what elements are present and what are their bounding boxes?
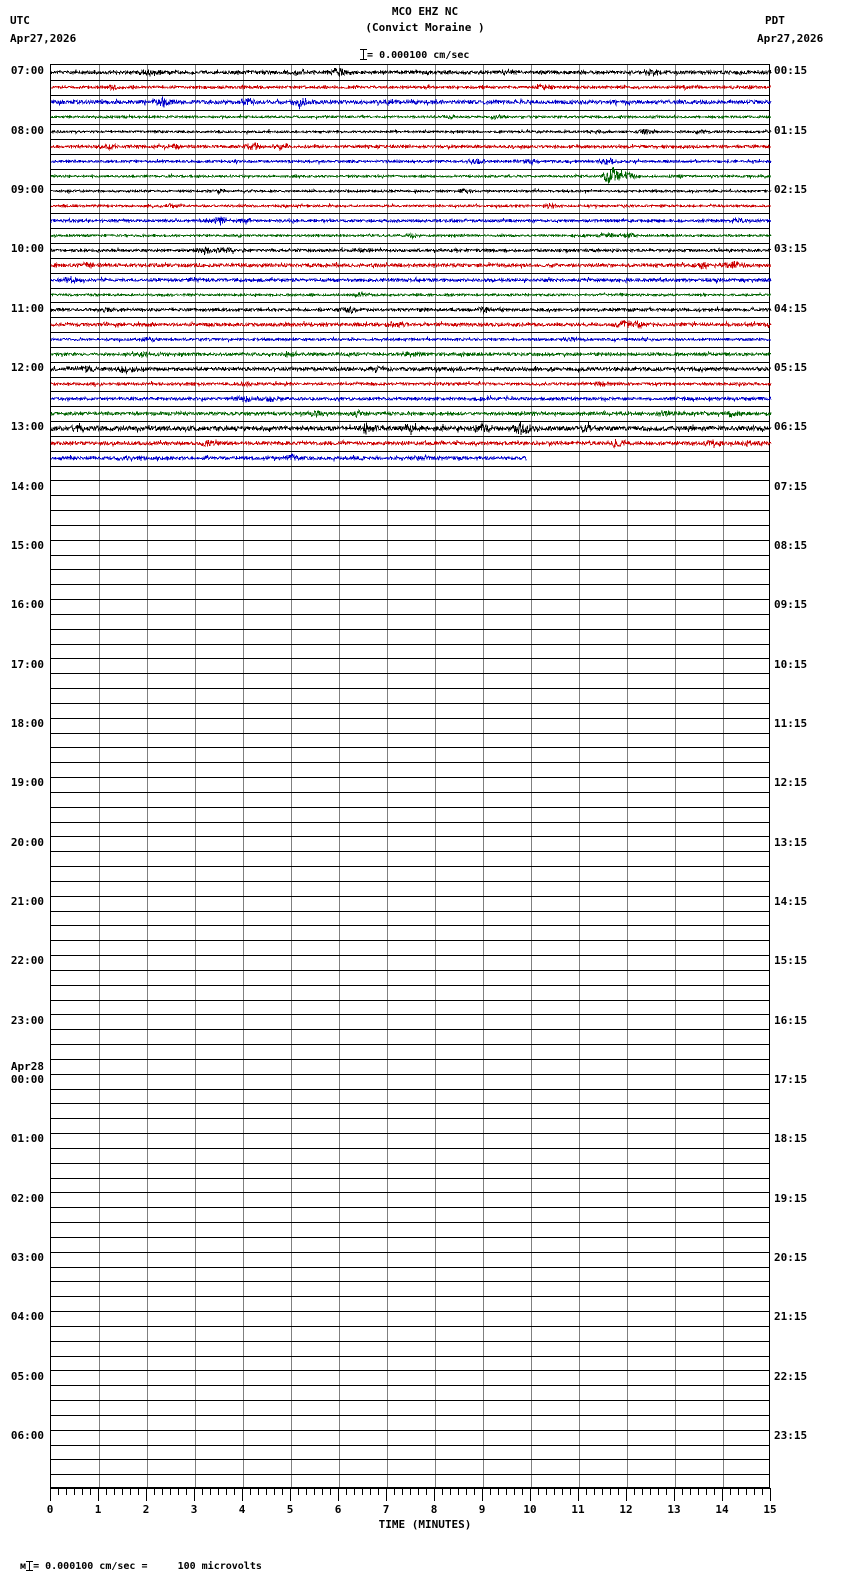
pdt-hour-label-0315: 03:15 <box>774 242 808 256</box>
x-minor-tick <box>218 1488 219 1495</box>
x-major-tick-9 <box>482 1488 483 1501</box>
x-tick-label-11: 11 <box>571 1503 585 1516</box>
utc-hour-label-1300: 13:00 <box>10 420 44 434</box>
x-major-tick-3 <box>194 1488 195 1501</box>
pdt-hour-label-0815: 08:15 <box>774 539 808 553</box>
x-minor-tick <box>746 1488 747 1495</box>
pdt-hour-label-0715: 07:15 <box>774 479 808 493</box>
utc-hour-label-1900: 19:00 <box>10 776 44 790</box>
x-tick-label-1: 1 <box>94 1503 102 1516</box>
x-minor-tick <box>314 1488 315 1495</box>
utc-hour-label-2000: 20:00 <box>10 835 44 849</box>
x-minor-tick <box>74 1488 75 1495</box>
pdt-hour-label-2315: 23:15 <box>774 1429 808 1443</box>
x-minor-tick <box>402 1488 403 1495</box>
x-minor-tick <box>114 1488 115 1495</box>
x-minor-tick <box>138 1488 139 1495</box>
utc-hour-label-1500: 15:00 <box>10 539 44 553</box>
x-minor-tick <box>202 1488 203 1495</box>
x-minor-tick <box>362 1488 363 1495</box>
utc-timezone-label: UTC <box>10 14 30 27</box>
x-major-tick-7 <box>386 1488 387 1501</box>
utc-hour-label-1100: 11:00 <box>10 301 44 315</box>
pdt-hour-label-2015: 20:15 <box>774 1251 808 1265</box>
x-major-tick-15 <box>770 1488 771 1501</box>
x-minor-tick <box>162 1488 163 1495</box>
x-minor-tick <box>106 1488 107 1495</box>
utc-hour-label-0200: 02:00 <box>10 1191 44 1205</box>
trace-row-1330 <box>51 65 771 1489</box>
x-tick-label-15: 15 <box>763 1503 777 1516</box>
x-minor-tick <box>514 1488 515 1495</box>
x-tick-label-4: 4 <box>238 1503 246 1516</box>
x-major-tick-13 <box>674 1488 675 1501</box>
x-minor-tick <box>354 1488 355 1495</box>
x-minor-tick <box>554 1488 555 1495</box>
x-minor-tick <box>738 1488 739 1495</box>
x-tick-label-0: 0 <box>46 1503 54 1516</box>
x-minor-tick <box>170 1488 171 1495</box>
x-minor-tick <box>474 1488 475 1495</box>
x-minor-tick <box>370 1488 371 1495</box>
x-major-tick-14 <box>722 1488 723 1501</box>
x-minor-tick <box>418 1488 419 1495</box>
x-minor-tick <box>442 1488 443 1495</box>
pdt-hour-label-1715: 17:15 <box>774 1073 808 1087</box>
x-minor-tick <box>426 1488 427 1495</box>
x-minor-tick <box>658 1488 659 1495</box>
x-minor-tick <box>186 1488 187 1495</box>
vertical-scale-bar-icon <box>360 49 367 60</box>
x-minor-tick <box>498 1488 499 1495</box>
x-minor-tick <box>586 1488 587 1495</box>
pdt-hour-label-1415: 14:15 <box>774 895 808 909</box>
pdt-hour-label-1615: 16:15 <box>774 1013 808 1027</box>
x-minor-tick <box>650 1488 651 1495</box>
utc-hour-label-0800: 08:00 <box>10 123 44 137</box>
x-minor-tick <box>690 1488 691 1495</box>
x-minor-tick <box>594 1488 595 1495</box>
x-minor-tick <box>378 1488 379 1495</box>
utc-hour-label-0600: 06:00 <box>10 1429 44 1443</box>
x-minor-tick <box>610 1488 611 1495</box>
x-tick-label-5: 5 <box>286 1503 294 1516</box>
x-major-tick-10 <box>530 1488 531 1501</box>
x-minor-tick <box>546 1488 547 1495</box>
x-minor-tick <box>130 1488 131 1495</box>
pdt-hour-label-0415: 04:15 <box>774 301 808 315</box>
x-minor-tick <box>602 1488 603 1495</box>
x-minor-tick <box>634 1488 635 1495</box>
utc-hour-label-0700: 07:00 <box>10 64 44 78</box>
x-minor-tick <box>522 1488 523 1495</box>
station-name: (Convict Moraine ) <box>365 21 485 34</box>
utc-hour-label-0400: 04:00 <box>10 1310 44 1324</box>
footer-scale-note <box>8 1550 262 1572</box>
pdt-hour-label-1815: 18:15 <box>774 1132 808 1146</box>
footer-prefix: м <box>20 1561 27 1572</box>
x-minor-tick <box>754 1488 755 1495</box>
utc-date-label: Apr27,2026 <box>10 32 77 45</box>
x-minor-tick <box>730 1488 731 1495</box>
x-minor-tick <box>570 1488 571 1495</box>
x-minor-tick <box>330 1488 331 1495</box>
utc-hour-label-1200: 12:00 <box>10 361 44 375</box>
utc-hour-label-2200: 22:00 <box>10 954 44 968</box>
x-major-tick-2 <box>146 1488 147 1501</box>
x-tick-label-9: 9 <box>478 1503 486 1516</box>
x-minor-tick <box>90 1488 91 1495</box>
x-minor-tick <box>234 1488 235 1495</box>
x-minor-tick <box>642 1488 643 1495</box>
utc-hour-label-1000: 10:00 <box>10 242 44 256</box>
x-minor-tick <box>282 1488 283 1495</box>
x-minor-tick <box>154 1488 155 1495</box>
x-minor-tick <box>298 1488 299 1495</box>
x-minor-tick <box>66 1488 67 1495</box>
pdt-hour-label-1115: 11:15 <box>774 717 808 731</box>
x-major-tick-0 <box>50 1488 51 1501</box>
x-minor-tick <box>58 1488 59 1495</box>
station-title: MCO EHZ NC <box>391 5 459 18</box>
utc-hour-label-1700: 17:00 <box>10 657 44 671</box>
x-minor-tick <box>562 1488 563 1495</box>
x-tick-label-3: 3 <box>190 1503 198 1516</box>
x-minor-tick <box>394 1488 395 1495</box>
pdt-date-label: Apr27,2026 <box>757 32 824 45</box>
utc-hour-label-0300: 03:00 <box>10 1251 44 1265</box>
x-major-tick-5 <box>290 1488 291 1501</box>
x-minor-tick <box>226 1488 227 1495</box>
x-axis-ticks <box>50 1488 770 1502</box>
pdt-hour-label-1015: 10:15 <box>774 657 808 671</box>
vertical-scale-bar-icon <box>26 1561 33 1571</box>
pdt-hour-label-0915: 09:15 <box>774 598 808 612</box>
pdt-hour-label-1315: 13:15 <box>774 835 808 849</box>
pdt-hour-label-0115: 01:15 <box>774 123 808 137</box>
pdt-hour-label-1515: 15:15 <box>774 954 808 968</box>
scale-legend <box>348 38 469 61</box>
utc-hour-label-1400: 14:00 <box>10 479 44 493</box>
x-major-tick-12 <box>626 1488 627 1501</box>
scale-legend-text: = 0.000100 cm/sec <box>367 50 470 61</box>
pdt-hour-label-2215: 22:15 <box>774 1369 808 1383</box>
x-minor-tick <box>458 1488 459 1495</box>
x-major-tick-8 <box>434 1488 435 1501</box>
x-tick-label-8: 8 <box>430 1503 438 1516</box>
pdt-hour-label-0215: 02:15 <box>774 183 808 197</box>
x-major-tick-6 <box>338 1488 339 1501</box>
x-minor-tick <box>274 1488 275 1495</box>
x-minor-tick <box>178 1488 179 1495</box>
utc-hour-label-0100: 01:00 <box>10 1132 44 1146</box>
x-tick-label-10: 10 <box>523 1503 537 1516</box>
x-minor-tick <box>714 1488 715 1495</box>
utc-hour-label-0500: 05:00 <box>10 1369 44 1383</box>
x-tick-label-13: 13 <box>667 1503 681 1516</box>
x-minor-tick <box>490 1488 491 1495</box>
pdt-hour-label-0015: 00:15 <box>774 64 808 78</box>
x-minor-tick <box>266 1488 267 1495</box>
x-minor-tick <box>450 1488 451 1495</box>
utc-hour-label-2100: 21:00 <box>10 895 44 909</box>
pdt-timezone-label: PDT <box>765 14 785 27</box>
x-minor-tick <box>506 1488 507 1495</box>
x-tick-label-6: 6 <box>334 1503 342 1516</box>
x-minor-tick <box>306 1488 307 1495</box>
x-major-tick-11 <box>578 1488 579 1501</box>
utc-hour-label-0900: 09:00 <box>10 183 44 197</box>
x-minor-tick <box>698 1488 699 1495</box>
pdt-hour-label-1215: 12:15 <box>774 776 808 790</box>
x-major-tick-1 <box>98 1488 99 1501</box>
x-minor-tick <box>250 1488 251 1495</box>
utc-hour-label-1800: 18:00 <box>10 717 44 731</box>
pdt-hour-label-0615: 06:15 <box>774 420 808 434</box>
utc-hour-label-1600: 16:00 <box>10 598 44 612</box>
footer-scale-text: = 0.000100 cm/sec = 100 microvolts <box>33 1561 262 1572</box>
x-minor-tick <box>258 1488 259 1495</box>
x-minor-tick <box>210 1488 211 1495</box>
x-axis-title: TIME (MINUTES) <box>378 1518 472 1531</box>
x-minor-tick <box>322 1488 323 1495</box>
x-minor-tick <box>618 1488 619 1495</box>
helicorder-plot[interactable] <box>50 64 770 1488</box>
x-tick-label-14: 14 <box>715 1503 729 1516</box>
utc-hour-label-0000: 00:00 <box>10 1073 44 1087</box>
x-major-tick-4 <box>242 1488 243 1501</box>
x-minor-tick <box>346 1488 347 1495</box>
x-minor-tick <box>538 1488 539 1495</box>
x-minor-tick <box>682 1488 683 1495</box>
utc-hour-label-2300: 23:00 <box>10 1013 44 1027</box>
utc-day-label-apr28: Apr28 <box>10 1060 44 1074</box>
x-minor-tick <box>82 1488 83 1495</box>
x-tick-label-12: 12 <box>619 1503 633 1516</box>
x-minor-tick <box>666 1488 667 1495</box>
x-minor-tick <box>466 1488 467 1495</box>
pdt-hour-label-0515: 05:15 <box>774 361 808 375</box>
pdt-hour-label-2115: 21:15 <box>774 1310 808 1324</box>
x-minor-tick <box>762 1488 763 1495</box>
pdt-hour-label-1915: 19:15 <box>774 1191 808 1205</box>
x-tick-label-2: 2 <box>142 1503 150 1516</box>
x-minor-tick <box>706 1488 707 1495</box>
x-minor-tick <box>122 1488 123 1495</box>
x-minor-tick <box>410 1488 411 1495</box>
x-tick-label-7: 7 <box>382 1503 390 1516</box>
